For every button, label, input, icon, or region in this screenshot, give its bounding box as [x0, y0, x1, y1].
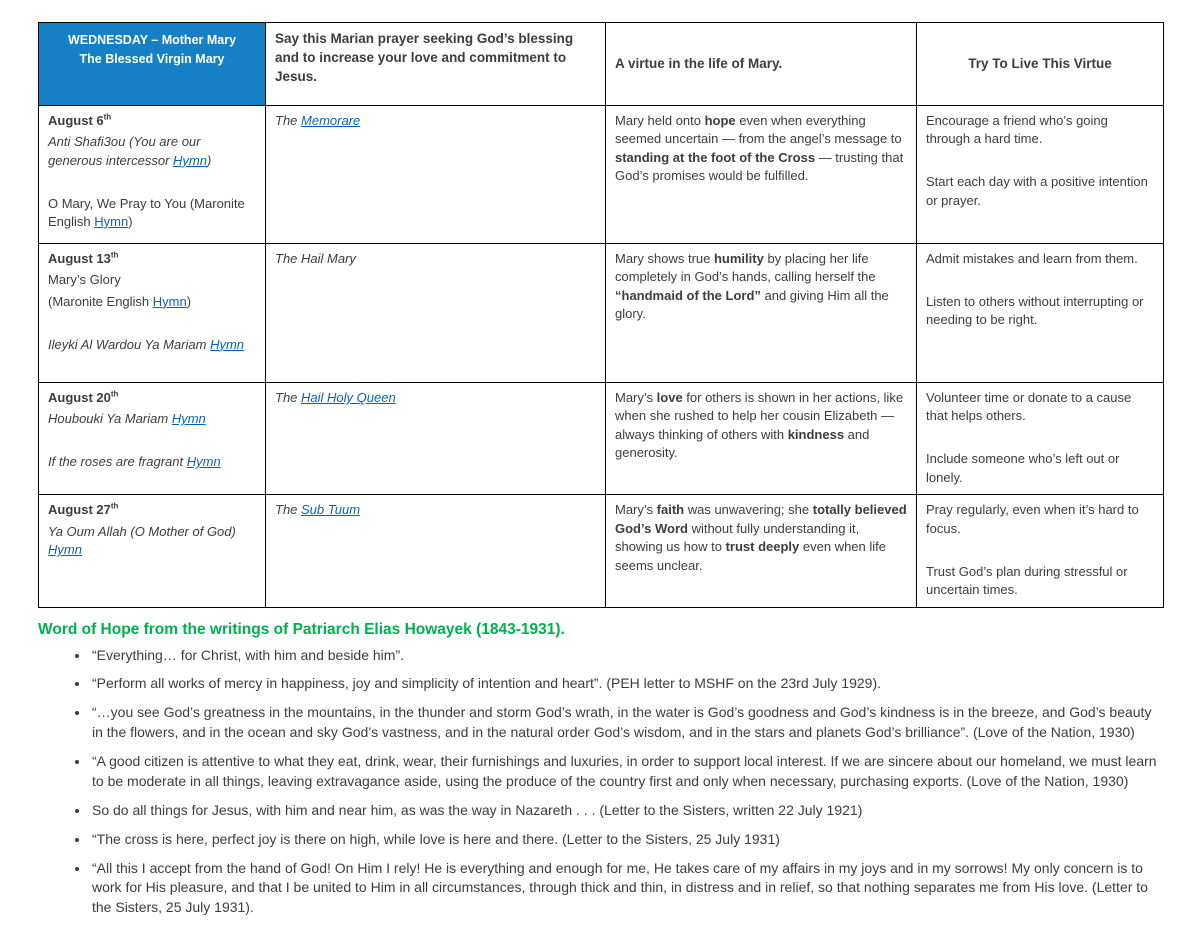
text-run: Mary held onto: [615, 113, 705, 128]
text-run: The: [275, 251, 302, 266]
live-virtue-cell: [917, 383, 1164, 495]
header-virtue-of-mary: [606, 23, 917, 106]
paragraph: [48, 250, 256, 268]
text-run: Start each day with a positive intention or prayer.: [926, 174, 1148, 208]
text-run: The: [275, 502, 302, 518]
text-run: Ya Oum Allah (O Mother of God): [48, 523, 236, 539]
text-run: The Blessed Virgin Mary: [79, 51, 225, 66]
hope-bullet: • So do all things for Jesus, with him and near him, as was the way in Nazareth . . . (Letter to the Sisters, written 22 July 1921): [90, 801, 1163, 821]
paragraph: [48, 271, 256, 289]
hope-bullet: • “The cross is here, perfect joy is there on high, while love is here and there. (Letter to the Sisters, 25 July 1931): [90, 830, 1163, 850]
text-run: trust deeply: [725, 539, 800, 555]
text-run: August 27: [48, 502, 111, 518]
paragraph: [926, 54, 1154, 73]
text-run: even when everything seemed uncertain — from the angel’s message to: [615, 113, 902, 147]
hyperlink[interactable]: Hymn: [210, 336, 245, 352]
paragraph: [48, 293, 256, 311]
paragraph: [48, 112, 256, 130]
text-run: The: [275, 113, 302, 128]
word-of-hope-title: Word of Hope from the writings of Patriarch Elias Howayek (1843-1931).: [38, 620, 565, 638]
table-row: [39, 495, 1164, 607]
text-run: hope: [704, 113, 736, 128]
text-run: ): [186, 293, 192, 309]
text-run: even when life seems unclear.: [615, 539, 886, 573]
text-run: and generosity.: [615, 426, 870, 461]
word-of-hope-list: [38, 646, 1163, 919]
hyperlink[interactable]: Hymn: [171, 411, 206, 427]
superscript: th: [110, 250, 119, 260]
paragraph: [615, 112, 907, 186]
paragraph: [48, 173, 256, 191]
table-row: [39, 383, 1164, 495]
text-run: Mary’s: [615, 502, 657, 518]
text-run: love: [656, 390, 683, 405]
text-run: Admit mistakes and learn from them.: [926, 251, 1138, 266]
paragraph: [926, 271, 1154, 289]
date-and-hymns-cell: [39, 244, 266, 383]
header-try-to-live-virtue: [917, 23, 1164, 106]
text-run: Anti Shafi3ou (You are our generous intercessor: [48, 134, 201, 168]
paragraph: [275, 112, 596, 130]
text-run: was unwavering; she: [684, 502, 813, 518]
hyperlink[interactable]: Hymn: [186, 454, 221, 470]
paragraph: [926, 173, 1154, 210]
text-run: WEDNESDAY – Mother Mary: [67, 33, 237, 47]
paragraph: [48, 523, 256, 560]
marian-prayer-table: [38, 22, 1164, 608]
text-run: Try To Live This Virtue: [968, 55, 1112, 71]
superscript: th: [103, 112, 112, 122]
text-run: [111, 390, 119, 405]
superscript: th: [110, 389, 119, 399]
paragraph: [275, 389, 596, 407]
hyperlink[interactable]: Hymn: [152, 293, 187, 309]
text-run: [111, 502, 119, 517]
live-virtue-cell: [917, 495, 1164, 607]
text-run: O Mary, We Pray to You (Maronite English: [48, 195, 245, 230]
paragraph: [48, 453, 256, 471]
text-run: Mary shows true: [615, 251, 714, 266]
hyperlink[interactable]: Memorare: [301, 113, 361, 128]
paragraph: [926, 429, 1154, 447]
paragraph: [926, 152, 1154, 170]
text-run: [111, 251, 119, 266]
prayer-cell: [266, 244, 606, 383]
text-run: Pray regularly, even when it’s hard to focus.: [926, 502, 1139, 536]
paragraph: [615, 389, 907, 463]
hope-bullet: • “A good citizen is attentive to what they eat, drink, wear, their furnishings and luxuries, in order to support local interest. If we are sincere about our homeland, we must learn to be moderate in all things, leaving extravagance aside, using the produce of the country first and only when necessary, purchasing exports. (Love of the Nation, 1930): [90, 752, 1163, 792]
live-virtue-cell: [917, 244, 1164, 383]
header-marian-prayer: [266, 23, 606, 106]
hope-bullet: • “…you see God’s greatness in the mountains, in the thunder and storm God’s wrath, in the water is God’s goodness and God’s kindness is in the breeze, and God’s beauty in the flowers, and in the ocean and sky God’s vastness, and in the natural order God’s wisdom, and in the stars and planets God’s brilliance”. (Love of the Nation, 1930): [90, 703, 1163, 743]
hyperlink[interactable]: Sub Tuum: [301, 502, 361, 518]
paragraph: [48, 195, 256, 232]
paragraph: [48, 51, 256, 69]
date-and-hymns-cell: [39, 383, 266, 495]
date-and-hymns-cell: [39, 106, 266, 244]
hyperlink[interactable]: Hymn: [173, 152, 207, 168]
paragraph: [275, 501, 596, 519]
text-run: Include someone who’s left out or lonely.: [926, 451, 1120, 485]
hope-bullet: • “All this I accept from the hand of God! On Him I rely! He is everything and enough for me, He takes care of my affairs in my joys and in my sorrows! My only concern is to work for His pleasure, and that I be united to Him in all circumstances, through thick and thin, in distress and in relief, so that nothing separates me from His love. (Letter to the Sisters, 25 July 1931).: [90, 859, 1163, 919]
text-run: standing at the foot of the Cross: [615, 149, 816, 165]
prayer-cell: [266, 106, 606, 244]
text-run: Encourage a friend who’s going through a hard time.: [926, 113, 1108, 147]
paragraph: [615, 54, 907, 73]
text-run: (Maronite English: [48, 293, 153, 309]
paragraph: [926, 293, 1154, 330]
hyperlink[interactable]: Hymn: [94, 214, 129, 230]
text-run: Trust God’s plan during stressful or uncertain times.: [926, 563, 1128, 598]
text-run: Volunteer time or donate to a cause that helps others.: [926, 390, 1132, 424]
table-header-row: [39, 23, 1164, 106]
date-and-hymns-cell: [39, 495, 266, 607]
paragraph: [275, 250, 596, 268]
virtue-cell: [606, 383, 917, 495]
paragraph: [926, 112, 1154, 149]
paragraph: [275, 29, 596, 86]
text-run: and giving Him all the glory.: [615, 287, 889, 322]
paragraph: [48, 432, 256, 450]
table-row: [39, 244, 1164, 383]
live-virtue-cell: [917, 106, 1164, 244]
text-run: for others is shown in her actions, like when she rushed to help her cousin Elizabeth — always thinking of others with: [615, 390, 904, 442]
text-run: faith: [656, 502, 685, 518]
virtue-cell: [606, 244, 917, 383]
text-run: kindness: [787, 426, 845, 442]
header-wednesday-mother-mary: [39, 23, 266, 106]
hyperlink[interactable]: Hail Holy Queen: [301, 390, 396, 405]
text-run: ): [128, 214, 133, 230]
text-run: humility: [713, 251, 764, 266]
superscript: th: [110, 501, 119, 511]
text-run: Houbouki Ya Mariam: [48, 411, 172, 427]
paragraph: [615, 250, 907, 324]
paragraph: [48, 410, 256, 428]
text-run: Listen to others without interrupting or needing to be right.: [926, 293, 1144, 328]
text-run: Say this Marian prayer seeking God’s blessing and to increase your love and commitment to Jesus.: [275, 31, 574, 85]
paragraph: [926, 563, 1154, 600]
hope-bullet: • “Everything… for Christ, with him and beside him”.: [90, 646, 1163, 666]
text-run: Mary’s: [615, 390, 657, 405]
text-run: If the roses are fragrant: [48, 454, 187, 470]
text-run: without fully understanding it, showing us how to: [615, 520, 860, 555]
hyperlink[interactable]: Hymn: [48, 542, 82, 558]
text-run: Ileyki Al Wardou Ya Mariam: [48, 336, 211, 352]
paragraph: [48, 314, 256, 332]
text-run: — trusting that God’s promises would be fulfilled.: [615, 149, 904, 184]
paragraph: [926, 501, 1154, 538]
paragraph: [48, 32, 256, 50]
paragraph: [926, 250, 1154, 268]
text-run: August 6: [48, 113, 104, 128]
hope-bullet: • “Perform all works of mercy in happiness, joy and simplicity of intention and heart”. (PEH letter to MSHF on the 23rd July 1929).: [90, 674, 1163, 694]
prayer-cell: [266, 495, 606, 607]
paragraph: [926, 450, 1154, 487]
text-run: Hail Mary: [301, 251, 356, 266]
text-run: August 13: [48, 251, 111, 266]
paragraph: [48, 336, 256, 354]
paragraph: [48, 389, 256, 407]
table-row: [39, 106, 1164, 244]
prayer-cell: [266, 383, 606, 495]
text-run: Mary’s Glory: [48, 272, 121, 288]
paragraph: [48, 133, 256, 170]
text-run: A virtue in the life of Mary.: [615, 55, 783, 71]
text-run: [104, 113, 112, 128]
text-run: August 20: [48, 390, 111, 405]
paragraph: [926, 541, 1154, 559]
paragraph: [615, 501, 907, 575]
virtue-cell: [606, 495, 917, 607]
table-body: [39, 106, 1164, 608]
text-run: The: [275, 390, 302, 405]
virtue-cell: [606, 106, 917, 244]
paragraph: [48, 501, 256, 519]
paragraph: [926, 389, 1154, 426]
text-run: totally believed God’s Word: [615, 502, 907, 536]
text-run: by placing her life completely in God’s hands, calling herself the: [615, 251, 876, 285]
text-run: “handmaid of the Lord”: [615, 287, 761, 303]
text-run: ): [206, 152, 212, 168]
